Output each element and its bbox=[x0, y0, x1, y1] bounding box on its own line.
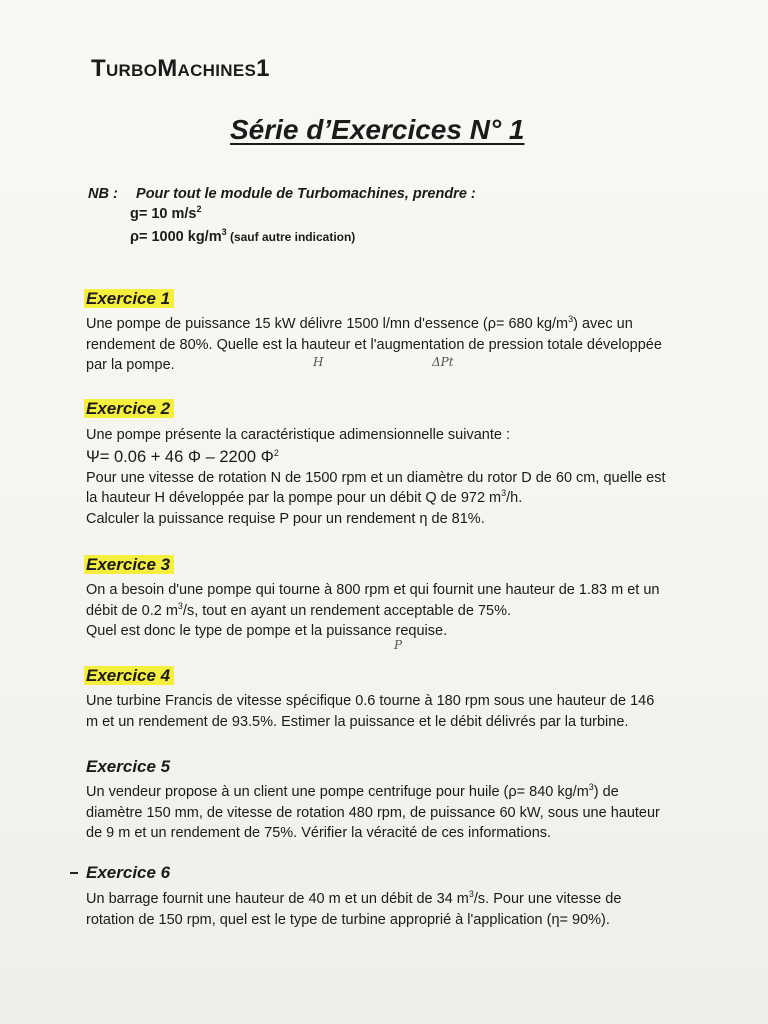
exercise-5-exponent: 3 bbox=[588, 782, 594, 792]
exercise-2-formula-text: Ψ= 0.06 + 46 Φ – 2200 Φ bbox=[86, 447, 274, 466]
exercise-4-body bbox=[86, 691, 706, 732]
exercise-1-line-3: par la pompe. bbox=[86, 357, 175, 373]
exercise-2-body bbox=[86, 425, 706, 529]
exercise-6-line-1 bbox=[86, 889, 706, 910]
exercise-3-line-1: On a besoin d'une pompe qui tourne à 800 rpm et qui fournit une hauteur de 1.83 m et un bbox=[86, 582, 660, 598]
exercise-5-line-2: diamètre 150 mm, de vitesse de rotation 480 rpm, de puissance 60 kW, sous une hauteur bbox=[86, 804, 660, 821]
exercise-5-line-3: de 9 m et un rendement de 75%. Vérifier la véracité de ces informations. bbox=[86, 825, 552, 841]
exercise-1-body bbox=[86, 314, 706, 376]
exercise-2-line-4: Calculer la puissance requise P pour un rendement η de 81%. bbox=[86, 510, 485, 527]
exercise-1-line-1b: ) avec un bbox=[573, 316, 633, 332]
density-exponent: 3 bbox=[221, 227, 227, 237]
exercise-1-title-text: Exercice 1 bbox=[84, 289, 174, 308]
gravity-text: g= 10 m/s bbox=[130, 206, 197, 222]
handwritten-mark-h: H bbox=[313, 355, 324, 369]
exercise-2-formula bbox=[86, 446, 706, 468]
gravity-constant bbox=[130, 206, 202, 222]
exercise-5-body bbox=[86, 782, 706, 844]
dash-mark bbox=[70, 872, 78, 874]
exercise-4-line-1: Une turbine Francis de vitesse spécifique 0.6 tourne à 180 rpm sous une hauteur de 146 bbox=[86, 693, 655, 709]
exercise-2-line-3 bbox=[86, 488, 706, 509]
exercise-3-line-2b: /s, tout en ayant un rendement acceptable de 75%. bbox=[182, 602, 512, 619]
exercise-6-line-2: rotation de 150 rpm, quel est le type de turbine approprié à l'application (η= 90%). bbox=[86, 911, 610, 928]
exercise-1-line-1a: Une pompe de puissance 15 kW délivre 1500 l/mn d'essence (ρ= 680 kg/m bbox=[86, 316, 569, 332]
exercise-3-title bbox=[84, 555, 174, 575]
exercise-1-exponent: 3 bbox=[568, 314, 574, 324]
exercise-5-line-1a: Un vendeur propose à un client une pompe centrifuge pour huile (ρ= 840 kg/m bbox=[86, 784, 589, 800]
handwritten-mark-dpt: ΔPt bbox=[432, 355, 454, 369]
exercise-6-title: Exercice 6 bbox=[86, 863, 171, 882]
exercise-5-title: Exercice 5 bbox=[86, 757, 171, 776]
exercise-1-title bbox=[84, 289, 174, 309]
exercise-4-line-2: m et un rendement de 93.5%. Estimer la puissance et le débit délivrés par la turbine. bbox=[86, 713, 629, 730]
exercise-4-title-text: Exercice 4 bbox=[84, 666, 174, 685]
exercise-6-exponent: 3 bbox=[468, 889, 474, 899]
exercise-3-title-text: Exercice 3 bbox=[84, 555, 174, 574]
exercise-3-line-3: Quel est donc le type de pompe et la puissance requise. bbox=[86, 623, 448, 639]
exercise-2-line-3b: /h. bbox=[506, 490, 523, 506]
course-title-turbo: Turbo bbox=[91, 55, 158, 82]
exercise-2-formula-exponent: 2 bbox=[273, 447, 279, 458]
series-title: Série d’Exercices N° 1 bbox=[230, 114, 525, 145]
exercise-5-line-1b: ) de bbox=[593, 784, 619, 800]
handwritten-mark-p: P bbox=[394, 638, 403, 652]
course-title-machines: Machines bbox=[157, 55, 257, 82]
exercise-6-body bbox=[86, 889, 706, 930]
exercise-2-title bbox=[84, 399, 174, 419]
exercise-3-body bbox=[86, 580, 706, 642]
exercise-2-line-3a: la hauteur H développée par la pompe pour un débit Q de 972 m bbox=[86, 490, 502, 506]
nb-note bbox=[88, 186, 476, 202]
exercise-2-exponent: 3 bbox=[501, 488, 507, 498]
course-title bbox=[91, 55, 270, 83]
exercise-6-line-1b: /s. Pour une vitesse de bbox=[473, 891, 622, 907]
exercise-2-line-2: Pour une vitesse de rotation N de 1500 rpm et un diamètre du rotor D de 60 cm, quelle est bbox=[86, 469, 666, 486]
gravity-exponent: 2 bbox=[196, 204, 202, 214]
exercise-3-line-2a: débit de 0.2 m bbox=[86, 602, 178, 619]
course-title-number: 1 bbox=[256, 55, 270, 82]
exercise-6-line-1a: Un barrage fournit une hauteur de 40 m et un débit de 34 m bbox=[86, 891, 469, 907]
exercise-5-line-1 bbox=[86, 782, 706, 803]
exercise-2-title-text: Exercice 2 bbox=[84, 399, 174, 418]
exercise-4-title bbox=[84, 666, 174, 686]
exercise-2-line-1: Une pompe présente la caractéristique adimensionnelle suivante : bbox=[86, 427, 510, 443]
exercise-1-line-2: rendement de 80%. Quelle est la hauteur et l'augmentation de pression totale développée bbox=[86, 336, 662, 353]
exercise-1-line-1 bbox=[86, 314, 706, 335]
density-text: ρ= 1000 kg/m bbox=[130, 229, 222, 245]
density-constant bbox=[130, 229, 355, 245]
nb-label: NB : bbox=[88, 186, 118, 202]
density-note: (sauf autre indication) bbox=[226, 230, 356, 244]
exercise-3-exponent: 3 bbox=[177, 600, 183, 611]
exercise-3-line-2 bbox=[86, 601, 706, 622]
nb-text: Pour tout le module de Turbomachines, prendre : bbox=[136, 186, 476, 202]
